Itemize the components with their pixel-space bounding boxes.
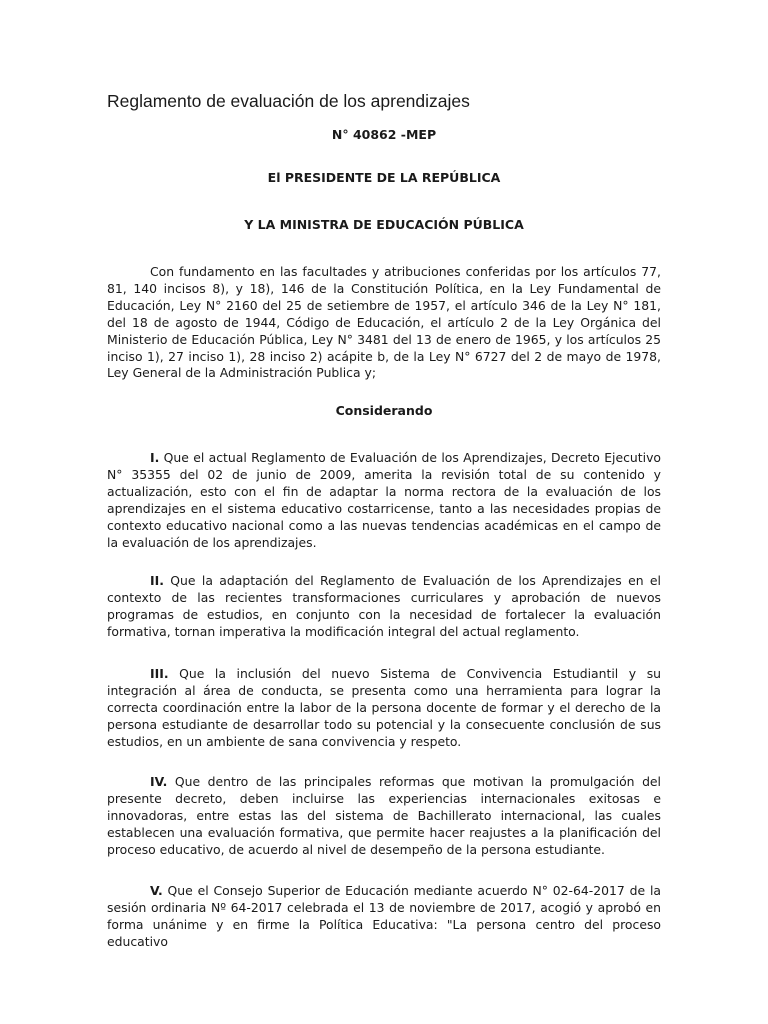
decree-number: N° 40862 -MEP (331, 127, 437, 142)
considerando-2 (107, 573, 661, 641)
considerando-text: Que la adaptación del Reglamento de Evaluación de los Aprendizajes en el contexto de las recientes transformaciones curriculares y aprobación de nuevos programas de estudios, en conjunto con la necesidad de fortalecer la evaluación formativa, tornan imperativa la modificación integral del actual reglamento. (107, 573, 661, 639)
heading-president: El PRESIDENTE DE LA REPÚBLICA (267, 170, 501, 185)
considerando-4 (107, 774, 661, 859)
intro-paragraph: Con fundamento en las facultades y atribuciones conferidas por los artículos 77, 81, 140 incisos 8), y 18), 146 de la Constitución Política, en la Ley Fundamental de Educación, Ley N° 2160 del 25 de setiembre de 1957, el artículo 346 de la Ley N° 181, del 18 de agosto de 1944, Código de Educación, el artículo 2 de la Ley Orgánica del Ministerio de Educación Pública, Ley N° 3481 del 13 de enero de 1965, y los artículos 25 inciso 1), 27 inciso 1), 28 inciso 2) acápite b, de la Ley N° 6727 del 2 de mayo de 1978, Ley General de la Administración Publica y; (107, 264, 661, 381)
considerando-numeral: IV. (150, 774, 168, 789)
considerando-numeral: II. (150, 573, 164, 588)
considerando-5 (107, 883, 661, 951)
considerando-3 (107, 666, 661, 751)
considerando-text: Que dentro de las principales reformas que motivan la promulgación del presente decreto, deben incluirse las experiencias internacionales exitosas e innovadoras, entre estas las del sistema de Bachillerato internacional, las cuales establecen una evaluación formativa, que permite hacer reajustes a la planificación del proceso educativo, de acuerdo al nivel de desempeño de la persona estudiante. (107, 774, 661, 857)
considerando-numeral: V. (150, 883, 163, 898)
considerando-text: Que el actual Reglamento de Evaluación de los Aprendizajes, Decreto Ejecutivo N° 35355 del 02 de junio de 2009, amerita la revisión total de su contenido y actualización, esto con el fin de adaptar la norma rectora de la evaluación de los aprendizajes en el sistema educativo costarricense, tanto a las necesidades propias de contexto educativo nacional como a las nuevas tendencias académicas en el campo de la evaluación de los aprendizajes. (107, 450, 661, 550)
considerando-heading: Considerando (335, 403, 433, 418)
document-title: Reglamento de evaluación de los aprendizajes (107, 91, 470, 111)
considerando-numeral: I. (150, 450, 160, 465)
considerando-text: Que la inclusión del nuevo Sistema de Convivencia Estudiantil y su integración al área de conducta, se presenta como una herramienta para lograr la correcta coordinación entre la labor de la persona docente de formar y el derecho de la persona estudiante de desarrollar todo su potencial y la consecuente conclusión de sus estudios, en un ambiente de sana convivencia y respeto. (107, 666, 661, 749)
heading-minister: Y LA MINISTRA DE EDUCACIÓN PÚBLICA (244, 217, 524, 232)
considerando-text: Que el Consejo Superior de Educación mediante acuerdo N° 02-64-2017 de la sesión ordinaria Nº 64-2017 celebrada el 13 de noviembre de 2017, acogió y aprobó en forma unánime y en firme la Política Educativa: "La persona centro del proceso educativo (107, 883, 661, 949)
considerando-1 (107, 450, 661, 551)
considerando-numeral: III. (150, 666, 169, 681)
